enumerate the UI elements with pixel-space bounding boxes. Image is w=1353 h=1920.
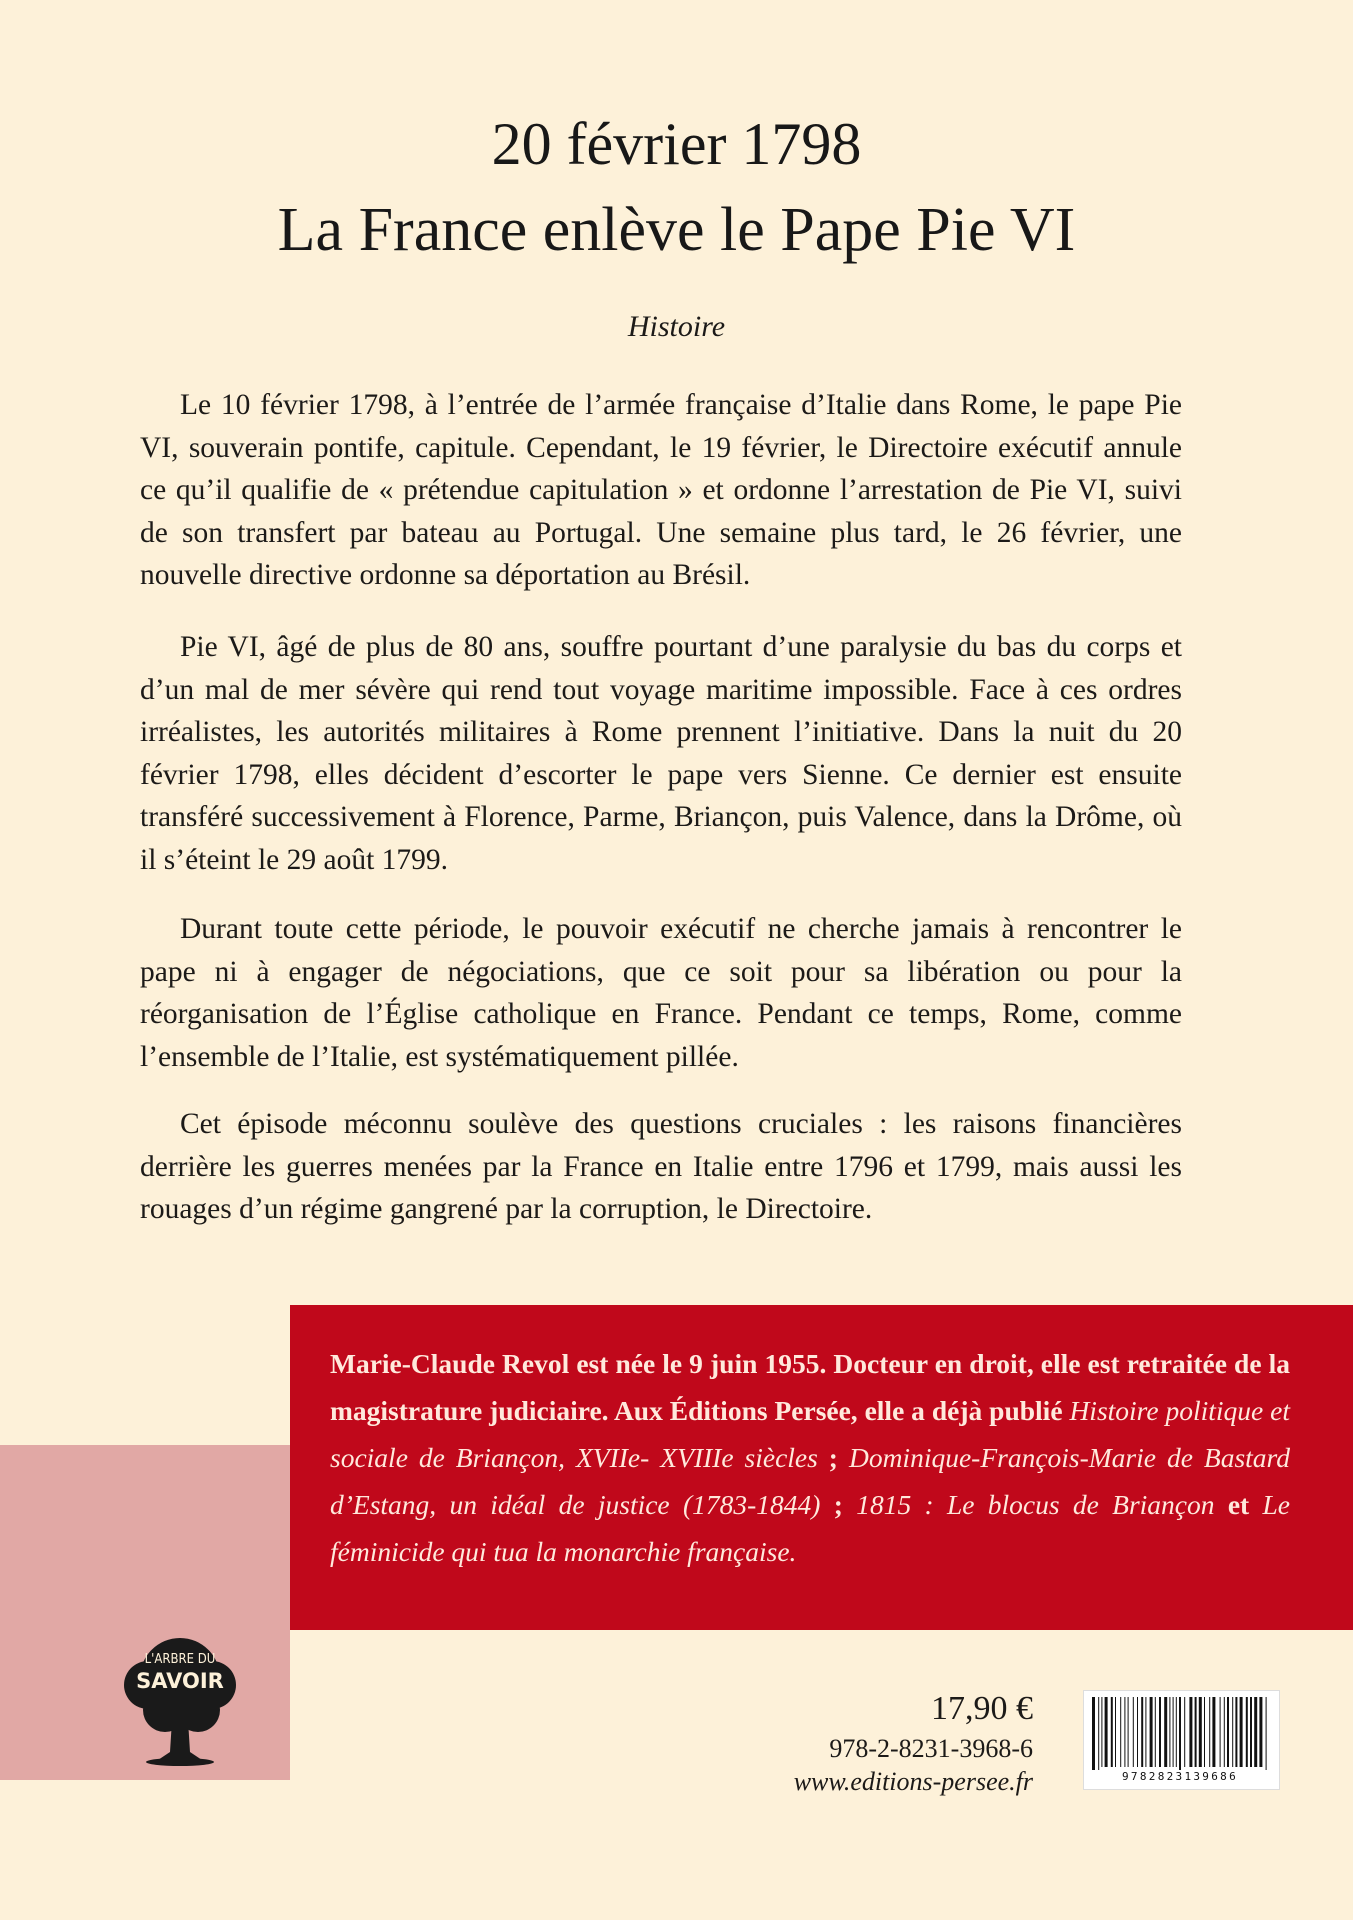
author-bio-intro: Marie-Claude Revol est née le 9 juin 1955. Docteur en droit, elle est retraitée de la magistrature judiciaire. Aux Éditions Persée, elle a déjà publié (330, 1348, 1290, 1426)
barcode-bar (1145, 1697, 1146, 1767)
barcode-bar (1235, 1697, 1237, 1767)
barcode-bar (1101, 1697, 1102, 1767)
logo-text-line1: L'ARBRE DU (144, 1652, 216, 1667)
logo-text-line2: SAVOIR (136, 1669, 224, 1693)
author-bio-sep-2: ; (820, 1489, 857, 1520)
barcode-bar (1141, 1697, 1143, 1767)
barcode-bar (1111, 1697, 1113, 1767)
barcode-bar (1195, 1697, 1197, 1767)
author-book-1: Histoire politique et sociale de Briançon, XVIIe- XVIIIe siècles (330, 1395, 1290, 1473)
barcode-bar (1128, 1697, 1129, 1767)
barcode-bar (1150, 1697, 1153, 1767)
barcode-bar (1199, 1697, 1202, 1767)
barcode-bar (1259, 1697, 1262, 1767)
author-bio (330, 1340, 1290, 1575)
barcode-bar (1098, 1697, 1099, 1773)
barcode-bar (1220, 1697, 1221, 1767)
barcode-bar (1179, 1697, 1181, 1773)
barcode-bar (1173, 1697, 1174, 1767)
barcode-bar (1184, 1697, 1185, 1767)
barcode-bar (1133, 1697, 1134, 1767)
barcode-bar (1124, 1697, 1125, 1767)
synopsis-paragraph-2: Pie VI, âgé de plus de 80 ans, souffre pourtant d’une paralysie du bas du corps et d’un mal de mer sévère qui rend tout voyage maritime impossible. Face à ces ordres irréalistes, les autorités militaires à Rome prennent l’initiative. Dans la nuit du 20 février 1798, elles décident d’escorter le pape vers Sienne. Ce dernier est ensuite transféré successivement à Florence, Parme, Briançon, puis Valence, dans la Drôme, où il s’éteint le 29 août 1799. (140, 631, 1182, 876)
barcode-bar (1105, 1697, 1108, 1767)
barcode-digits: 9782823139686 (1090, 1770, 1270, 1783)
barcode-bar (1155, 1697, 1156, 1767)
tree-icon (120, 1630, 240, 1770)
genre-label: Histoire (627, 310, 726, 343)
barcode-bar (1189, 1697, 1192, 1767)
barcode-bar (1120, 1697, 1121, 1767)
barcode-bar (1224, 1697, 1225, 1767)
barcode-bar (1246, 1697, 1248, 1767)
barcode-bar (1169, 1697, 1170, 1767)
publisher-logo (120, 1630, 240, 1770)
author-book-2: Dominique-François-Marie de Bastard d’Estang, un idéal de justice (1783-1844) (330, 1442, 1290, 1520)
barcode-bar (1092, 1697, 1095, 1773)
barcode-bar (1232, 1697, 1233, 1767)
synopsis-paragraph-3: Durant toute cette période, le pouvoir exécutif ne cherche jamais à rencontrer le pape ni à engager de négociations, que ce soit pour sa libération ou pour la réorganisation de l’Église catholique en France. Pendant ce temps, Rome, comme l’ensemble de l’Italie, est systématiquement pillée. (140, 913, 1182, 1073)
barcode-bar (1240, 1697, 1243, 1767)
author-book-3: 1815 : Le blocus de Briançon (856, 1489, 1215, 1520)
cover-date-title: 20 février 1798 (491, 111, 862, 177)
author-bio-sep-3: et (1214, 1489, 1263, 1520)
barcode-bar (1266, 1697, 1267, 1773)
barcode-bar (1209, 1697, 1210, 1767)
barcode-bar (1254, 1697, 1257, 1767)
cover-main-title: La France enlève le Pape Pie VI (277, 196, 1076, 264)
barcode-bar (1212, 1697, 1215, 1767)
barcode-bar (1176, 1697, 1177, 1767)
barcode-bar (1204, 1697, 1205, 1767)
price: 17,90 € (931, 1690, 1033, 1727)
author-bio-sep-1: ; (817, 1442, 849, 1473)
barcode-bar (1250, 1697, 1252, 1767)
barcode-bar (1227, 1697, 1229, 1767)
publisher-website: www.editions-persee.fr (793, 1767, 1033, 1796)
barcode-bar (1137, 1697, 1138, 1767)
barcode-bar (1159, 1697, 1161, 1767)
author-book-4: Le féminicide qui tua la monarchie française. (330, 1489, 1290, 1567)
barcode-bar (1164, 1697, 1167, 1767)
synopsis-paragraph-1: Le 10 février 1798, à l’entrée de l’armée française d’Italie dans Rome, le pape Pie VI, souverain pontife, capitule. Cependant, le 19 février, le Directoire exécutif annule ce qu’il qualifie de « prétendue capitulation » et ordonne l’arrestation de Pie VI, suivi de son transfert par bateau au Portugal. Une semaine plus tard, le 26 février, une nouvelle directive ordonne sa déportation au Brésil. (140, 389, 1182, 591)
barcode-bar (1115, 1697, 1116, 1767)
synopsis-paragraph-4: Cet épisode méconnu soulève des questions cruciales : les raisons financières derrière les guerres menées par la France en Italie entre 1796 et 1799, mais aussi les rouages d’un régime gangrené par la corruption, le Directoire. (140, 1108, 1182, 1225)
isbn: 978-2-8231-3968-6 (829, 1734, 1033, 1763)
